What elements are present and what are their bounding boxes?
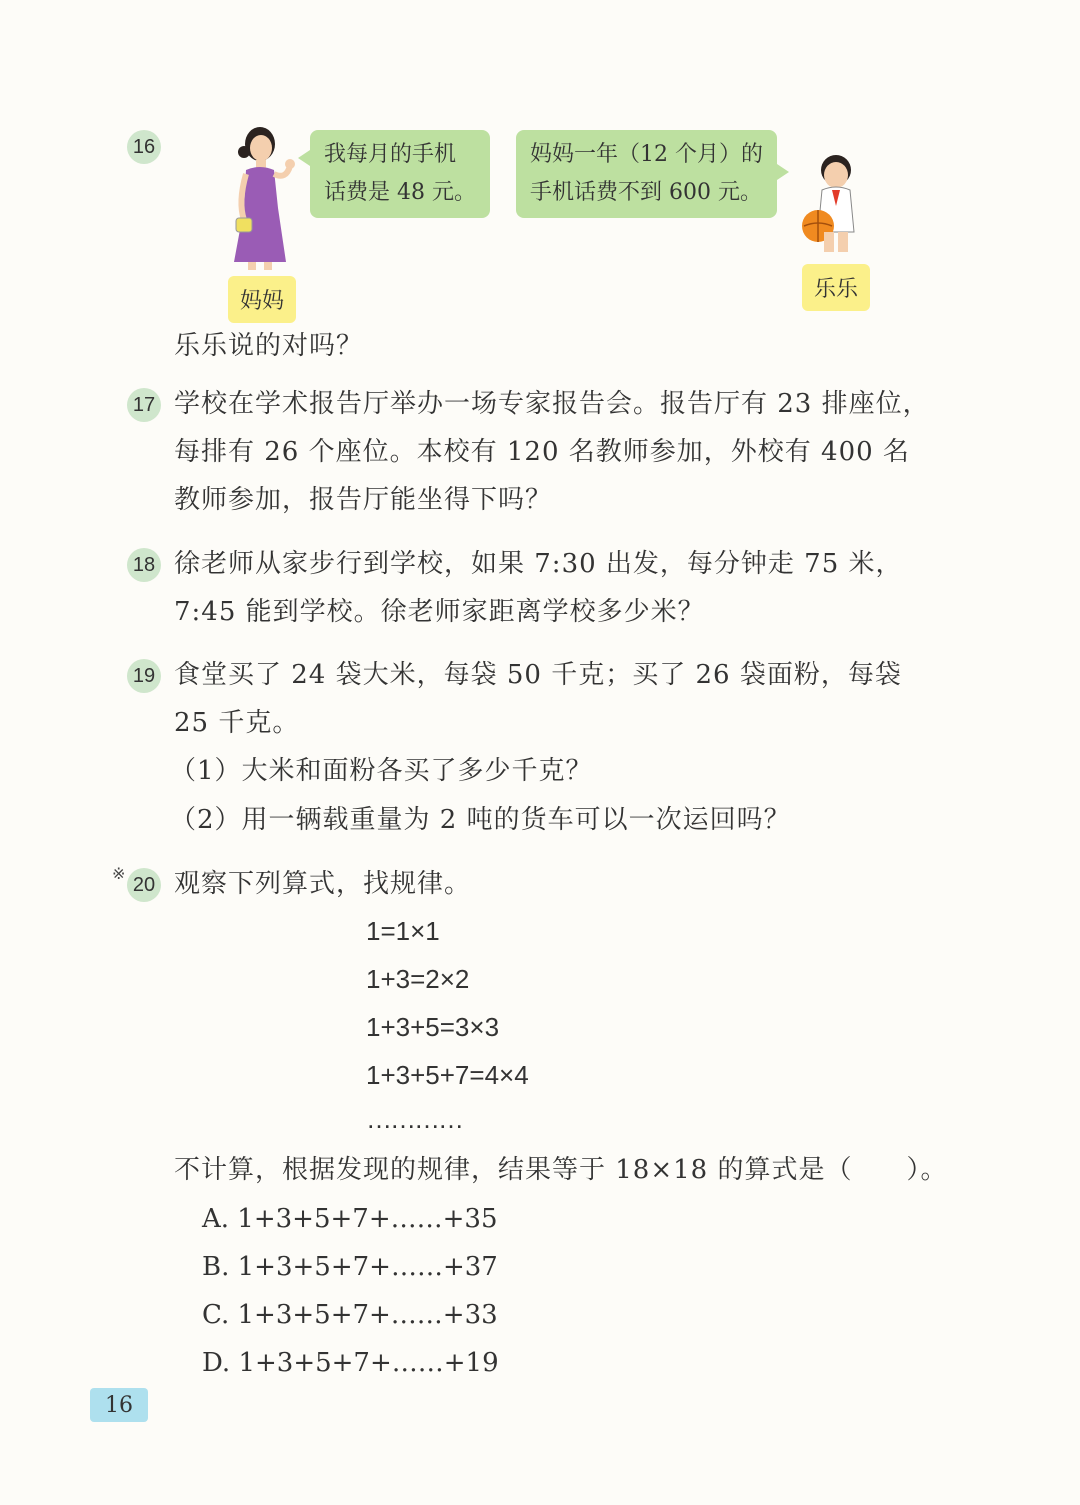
optional-problem-mark: ※ [112, 864, 126, 883]
lele-bubble-line-1: 妈妈一年（12 个月）的 [530, 142, 763, 167]
problem-number-16: 16 [127, 130, 161, 164]
problem-16-question: 乐乐说的对吗？ [174, 331, 364, 361]
lele-bubble-tail [777, 164, 789, 180]
problem-18-line-2: 7:45 能到学校。徐老师家距离学校多少米？ [174, 597, 705, 627]
lele-illustration [798, 150, 868, 255]
option-b: B. 1+3+5+7+……+37 [202, 1252, 498, 1282]
equation-ellipsis: ………… [366, 1104, 462, 1134]
problem-17-line-1: 学校在学术报告厅举办一场专家报告会。报告厅有 23 排座位， [174, 389, 930, 419]
mom-bubble-line-1: 我每月的手机 [324, 142, 457, 167]
mom-illustration [220, 122, 300, 272]
problem-20-intro: 观察下列算式，找规律。 [174, 869, 472, 899]
lele-label: 乐乐 [802, 264, 870, 311]
problem-20-question: 不计算，根据发现的规律，结果等于 18×18 的算式是（ ）。 [174, 1155, 948, 1185]
problem-number-17: 17 [127, 388, 161, 422]
equation-3: 1+3+5=3×3 [366, 1012, 500, 1042]
option-d: D. 1+3+5+7+……+19 [202, 1348, 499, 1378]
problem-19-subquestion-1: （1）大米和面粉各买了多少千克？ [170, 756, 593, 786]
problem-18-line-1: 徐老师从家步行到学校，如果 7:30 出发，每分钟走 75 米， [174, 549, 903, 579]
equation-2: 1+3=2×2 [366, 964, 470, 994]
problem-number-19: 19 [127, 659, 161, 693]
mom-bubble-line-2: 话费是 48 元。 [324, 180, 476, 205]
mom-label: 妈妈 [228, 276, 296, 323]
equation-4: 1+3+5+7=4×4 [366, 1060, 529, 1090]
problem-number-20: 20 [127, 868, 161, 902]
page-number: 16 [90, 1388, 148, 1422]
problem-17-line-3: 教师参加，报告厅能坐得下吗？ [174, 485, 553, 515]
equation-1: 1=1×1 [366, 916, 440, 946]
option-c: C. 1+3+5+7+……+33 [202, 1300, 498, 1330]
option-a: A. 1+3+5+7+……+35 [202, 1204, 498, 1234]
lele-speech-bubble [516, 130, 777, 218]
problem-19-line-1: 食堂买了 24 袋大米，每袋 50 千克；买了 26 袋面粉，每袋 [174, 660, 902, 690]
problem-19-subquestion-2: （2）用一辆载重量为 2 吨的货车可以一次运回吗？ [170, 805, 791, 835]
mom-bubble-tail [298, 150, 310, 166]
mom-speech-bubble [310, 130, 490, 218]
problem-17-line-2: 每排有 26 个座位。本校有 120 名教师参加，外校有 400 名 [174, 437, 910, 467]
problem-number-18: 18 [127, 548, 161, 582]
lele-bubble-line-2: 手机话费不到 600 元。 [530, 180, 762, 205]
problem-19-line-2: 25 千克。 [174, 708, 300, 738]
